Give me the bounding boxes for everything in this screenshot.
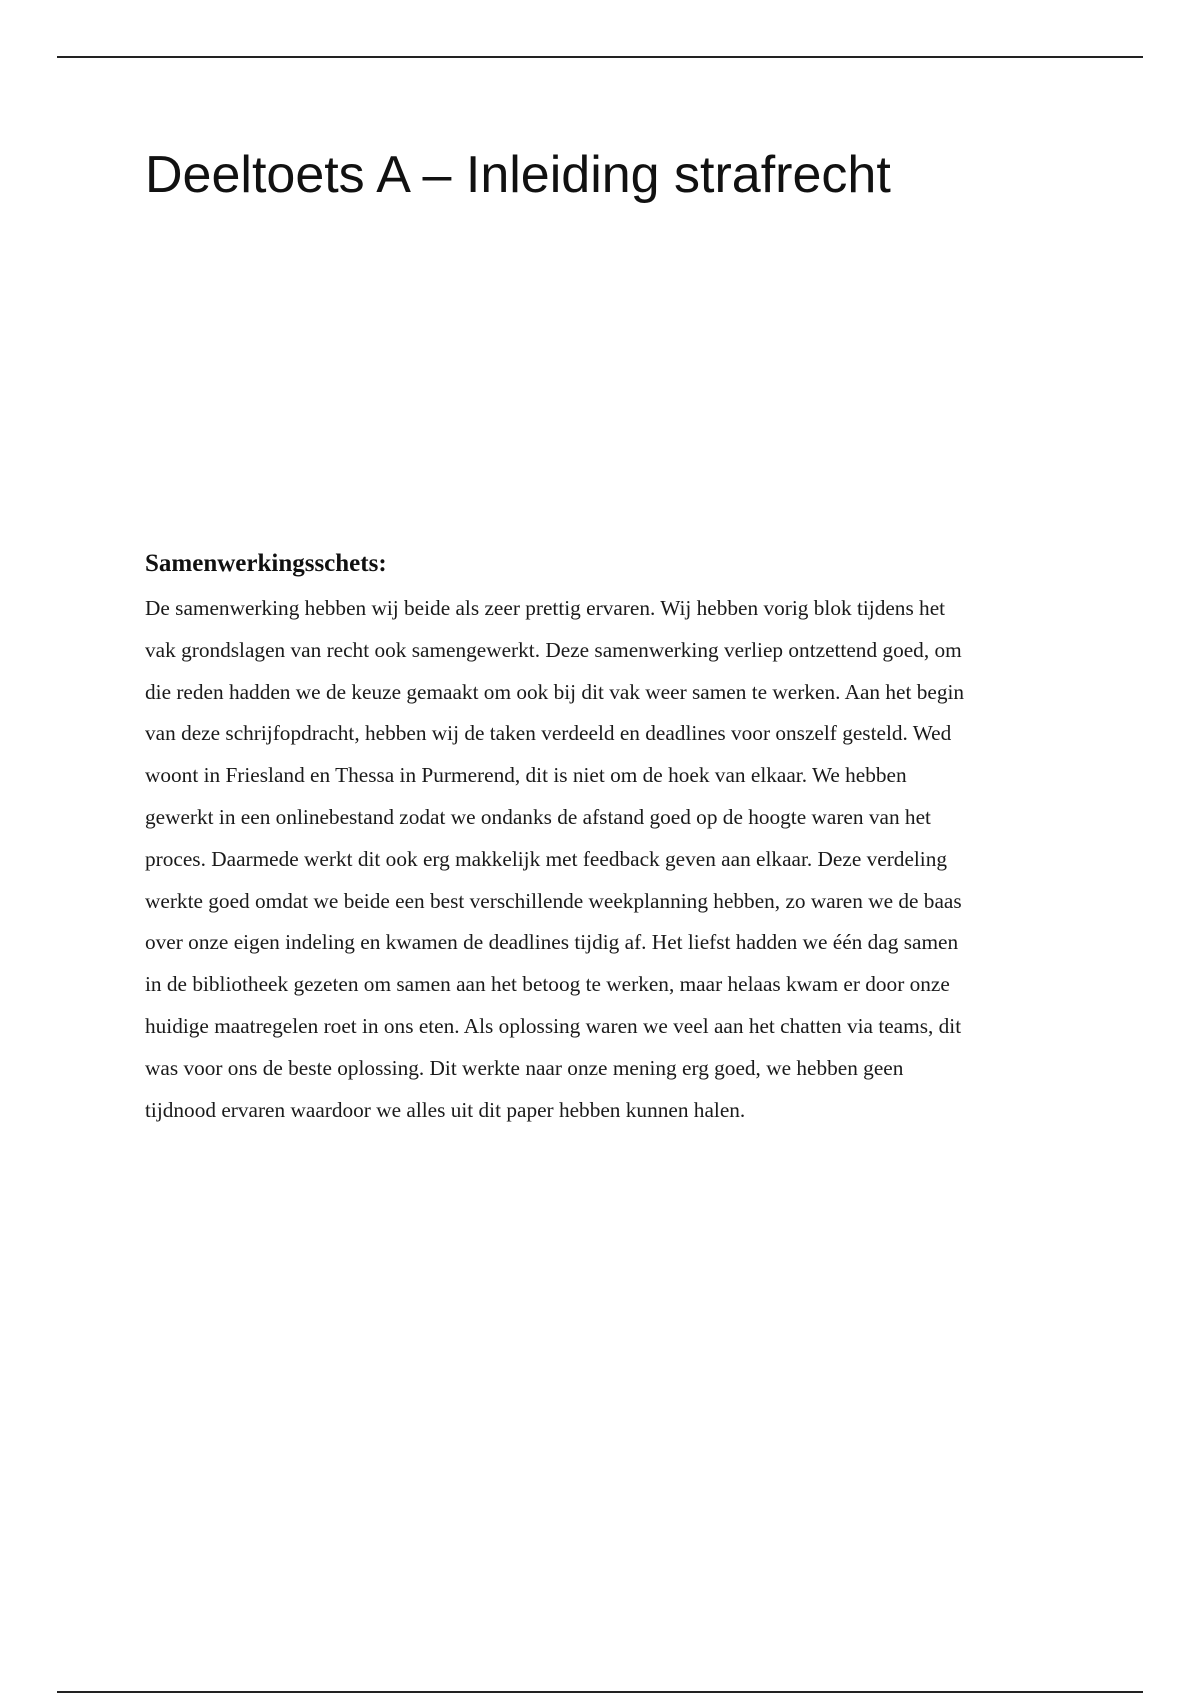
page-title: Deeltoets A – Inleiding strafrecht: [145, 146, 891, 204]
paragraph-line: vak grondslagen van recht ook samengewerkt. Deze samenwerking verliep ontzettend goed, om: [145, 637, 962, 662]
paragraph-line: was voor ons de beste oplossing. Dit werkte naar onze mening erg goed, we hebben geen: [145, 1055, 904, 1080]
body-paragraph: [145, 588, 1080, 1131]
top-rule: [57, 56, 1143, 58]
paragraph-line: van deze schrijfopdracht, hebben wij de taken verdeeld en deadlines voor onszelf gesteld. Wed: [145, 721, 952, 746]
paragraph-line: gewerkt in een onlinebestand zodat we ondanks de afstand goed op de hoogte waren van het: [145, 804, 931, 829]
paragraph-line: in de bibliotheek gezeten om samen aan het betoog te werken, maar helaas kwam er door onze: [145, 972, 950, 997]
paragraph-line: De samenwerking hebben wij beide als zeer prettig ervaren. Wij hebben vorig blok tijdens het: [145, 596, 946, 620]
paragraph-line: tijdnood ervaren waardoor we alles uit dit paper hebben kunnen halen.: [145, 1097, 746, 1122]
paragraph-line: woont in Friesland en Thessa in Purmerend, dit is niet om de hoek van elkaar. We hebben: [145, 763, 907, 788]
paragraph-line: over onze eigen indeling en kwamen de deadlines tijdig af. Het liefst hadden we één dag samen: [145, 930, 959, 955]
paragraph-line: die reden hadden we de keuze gemaakt om ook bij dit vak weer samen te werken. Aan het begin: [145, 679, 965, 704]
section-heading: Samenwerkingsschets:: [145, 550, 387, 577]
paragraph-line: werkte goed omdat we beide een best verschillende weekplanning hebben, zo waren we de baas: [145, 888, 962, 913]
paragraph-line: proces. Daarmede werkt dit ook erg makkelijk met feedback geven aan elkaar. Deze verdeling: [145, 846, 948, 871]
collaboration-section: [145, 546, 1080, 1131]
paragraph-line: huidige maatregelen roet in ons eten. Als oplossing waren we veel aan het chatten via teams, dit: [145, 1013, 962, 1038]
bottom-rule: [57, 1691, 1143, 1693]
